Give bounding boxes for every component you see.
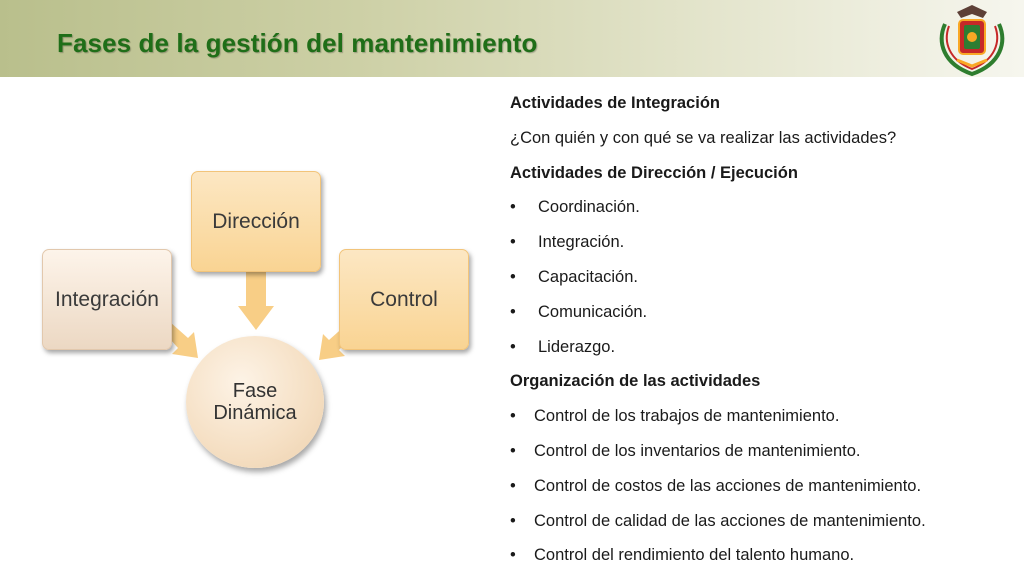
list-item-text: Integración.: [538, 233, 625, 252]
list-item: [510, 298, 1015, 333]
list-item-text: Comunicación.: [538, 302, 648, 321]
box-direccion: [191, 171, 321, 272]
heading-direccion: Actividades de Dirección / Ejecución: [510, 163, 798, 182]
coat-of-arms-emblem-icon: [935, 2, 1010, 77]
list-item: [510, 402, 1015, 437]
heading-integracion: Actividades de Integración: [510, 94, 720, 112]
list-item: [510, 228, 1015, 263]
arrow-direccion-to-fase-icon: [238, 272, 274, 332]
box-integracion-label: Integración: [55, 287, 159, 311]
list-item-text: Coordinación.: [538, 198, 640, 217]
bullet-icon: •: [510, 441, 516, 460]
list-item: [510, 193, 1015, 228]
bullet-icon: •: [510, 511, 516, 530]
box-control: [339, 249, 469, 350]
list-item-text: Control de los trabajos de mantenimiento.: [534, 407, 840, 426]
list-item-text: Control del rendimiento del talento humano.: [534, 546, 855, 565]
list-item: [510, 437, 1015, 472]
box-integracion: [42, 249, 172, 350]
box-direccion-label: Dirección: [212, 209, 300, 233]
bullet-icon: •: [510, 407, 516, 426]
circle-fase-dinamica: [186, 336, 324, 468]
bullet-icon: •: [510, 302, 516, 321]
fase-dinamica-label: Fase Dinámica: [213, 380, 297, 424]
list-item-text: Control de costos de las acciones de mantenimiento.: [534, 476, 922, 495]
list-item: [510, 472, 1015, 507]
bullet-icon: •: [510, 546, 516, 565]
list-item-text: Capacitación.: [538, 267, 638, 286]
bullet-icon: •: [510, 337, 516, 356]
heading-organizacion: Organización de las actividades: [510, 372, 761, 391]
list-item-text: Control de los inventarios de mantenimiento.: [534, 441, 861, 460]
list-item: [510, 507, 1015, 542]
list-item: [510, 541, 1015, 576]
bullet-icon: •: [510, 233, 516, 252]
page-title: Fases de la gestión del mantenimiento: [57, 28, 538, 58]
list-item-text: Liderazgo.: [538, 337, 616, 356]
box-control-label: Control: [370, 287, 438, 311]
list-item-text: Control de calidad de las acciones de mantenimiento.: [534, 511, 926, 530]
list-item: [510, 263, 1015, 298]
bullet-icon: •: [510, 198, 516, 217]
activities-text: [510, 89, 1015, 576]
list-item: [510, 333, 1015, 368]
phase-diagram: [0, 0, 500, 576]
bullet-icon: •: [510, 476, 516, 495]
question-text: ¿Con quién y con qué se va realizar las actividades?: [510, 128, 897, 147]
bullet-icon: •: [510, 267, 516, 286]
